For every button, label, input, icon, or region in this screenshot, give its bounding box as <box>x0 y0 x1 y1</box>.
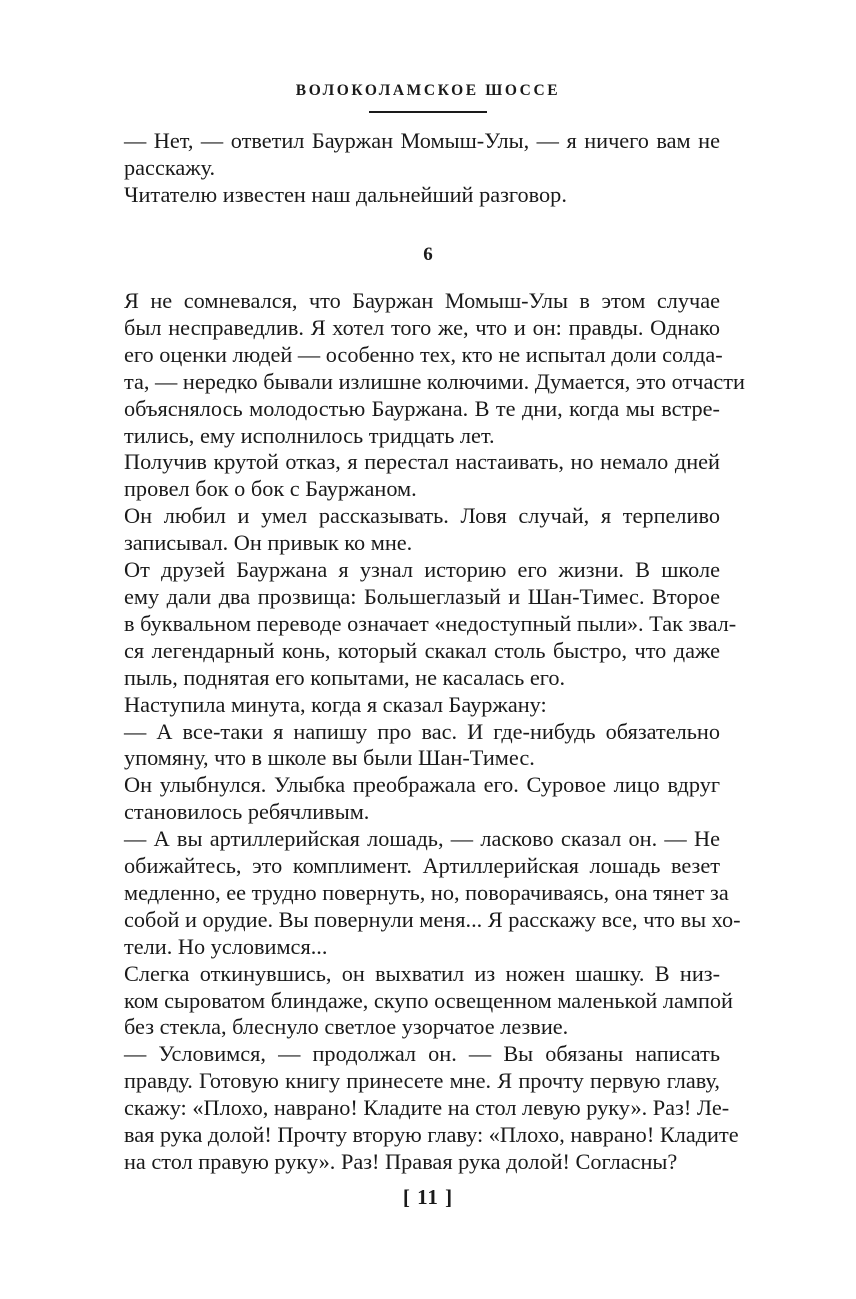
text-line: ему дали два прозвища: Большеглазый и Шан-Тимес. Второе <box>124 583 720 609</box>
text-line: в буквальном переводе означает «недоступный пыли». Так звал- <box>124 610 737 636</box>
text-line: та, — нередко бывали излишне колючими. Думается, это отчасти <box>124 368 745 394</box>
opening-text-block <box>124 128 720 209</box>
text-line: Он улыбнулся. Улыбка преображала его. Суровое лицо вдруг <box>124 772 720 798</box>
text-line: Наступила минута, когда я сказал Бауржану: <box>124 691 547 717</box>
text-line: вая рука долой! Прочту вторую главу: «Плохо, наврано! Кладите <box>124 1122 739 1148</box>
text-line: Слегка откинувшись, он выхватил из ножен шашку. В низ- <box>124 960 720 986</box>
text-line: обижайтесь, это комплимент. Артиллерийская лошадь везет <box>124 853 720 879</box>
paragraph <box>124 1041 739 1176</box>
text-line: ся легендарный конь, который скакал столь быстро, что даже <box>124 637 720 663</box>
text-line: записывал. Он привык ко мне. <box>124 530 413 556</box>
text-line: Он любил и умел рассказывать. Ловя случай, я терпеливо <box>124 503 720 529</box>
text-line: ком сыроватом блиндаже, скупо освещенном маленькой лампой <box>124 987 733 1013</box>
paragraph <box>124 960 733 1042</box>
text-line: тели. Но условимся... <box>124 933 328 959</box>
paragraph <box>124 557 737 692</box>
text-line: собой и орудие. Вы повернули меня... Я расскажу все, что вы хо- <box>124 906 741 932</box>
text-line: Я не сомневался, что Бауржан Момыш-Улы в этом случае <box>124 288 720 313</box>
text-line: становилось ребячливым. <box>124 799 370 825</box>
text-line: — А все-таки я напишу про вас. И где-нибудь обязательно <box>124 718 720 744</box>
text-line: без стекла, блеснуло светлое узорчатое лезвие. <box>124 1014 569 1040</box>
text-line: скажу: «Плохо, наврано! Кладите на стол левую руку». Раз! Ле- <box>124 1095 730 1121</box>
chapter-number: 6 <box>423 244 433 265</box>
text-line: — Нет, — ответил Бауржан Момыш-Улы, — я ничего вам не <box>124 128 720 153</box>
text-line: пыль, поднятая его копытами, не касалась его. <box>124 664 566 690</box>
text-line: — Условимся, — продолжал он. — Вы обязаны написать <box>124 1041 720 1067</box>
text-line: тились, ему исполнилось тридцать лет. <box>124 422 495 448</box>
text-line: упомяну, что в школе вы были Шан-Тимес. <box>124 745 535 771</box>
paragraph <box>124 182 720 209</box>
text-line: Читателю известен наш дальнейший разговор. <box>124 181 567 207</box>
text-line: От друзей Бауржана я узнал историю его жизни. В школе <box>124 557 720 583</box>
text-line: провел бок о бок с Бауржаном. <box>124 476 417 502</box>
page-number: [ 11 ] <box>402 1185 454 1209</box>
text-line: его оценки людей — особенно тех, кто не испытал доли солда- <box>124 341 723 367</box>
text-line: объяснялось молодостью Бауржана. В те дни, когда мы встре- <box>124 395 720 421</box>
running-head-rule <box>369 111 487 113</box>
paragraph <box>124 503 720 557</box>
paragraph <box>124 692 720 719</box>
running-head: ВОЛОКОЛАМСКОЕ ШОССЕ <box>295 82 561 99</box>
text-line: Получив крутой отказ, я перестал настаивать, но немало дней <box>124 449 720 475</box>
text-line: был несправедлив. Я хотел того же, что и он: правды. Однако <box>124 314 720 340</box>
paragraph <box>124 719 720 773</box>
paragraph <box>124 826 741 961</box>
text-line: на стол правую руку». Раз! Правая рука долой! Согласны? <box>124 1149 678 1174</box>
paragraph <box>124 128 720 182</box>
text-line: медленно, ее трудно повернуть, но, поворачиваясь, она тянет за <box>124 879 729 905</box>
paragraph <box>124 449 720 503</box>
paragraph <box>124 288 745 449</box>
text-line: правду. Готовую книгу принесете мне. Я прочту первую главу, <box>124 1068 720 1094</box>
paragraph <box>124 772 720 826</box>
chapter-text-block <box>124 288 745 1176</box>
text-line: расскажу. <box>124 154 216 180</box>
text-line: — А вы артиллерийская лошадь, — ласково сказал он. — Не <box>124 826 720 852</box>
